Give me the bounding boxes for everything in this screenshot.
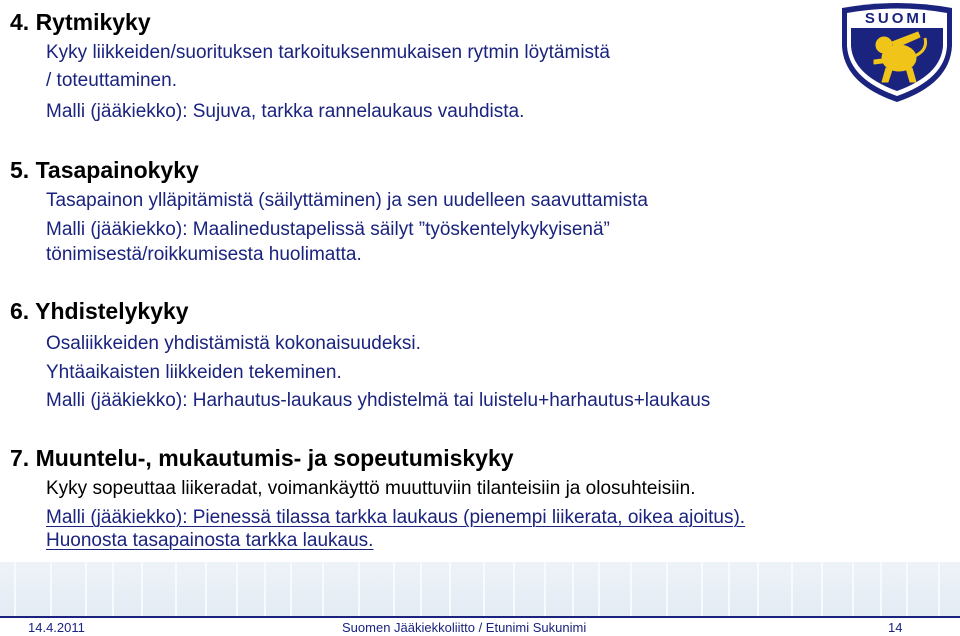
- decorative-stripe: [821, 562, 823, 618]
- section-7-link[interactable]: Malli (jääkiekko): Pienessä tilassa tarkka laukaus (pienempi liikerata, oikea ajoitus).: [46, 507, 746, 528]
- footer-date: 14.4.2011: [28, 620, 85, 635]
- section-4-line: / toteuttaminen.: [46, 70, 177, 91]
- footer-organization: Suomen Jääkiekkoliitto / Etunimi Sukunimi: [342, 620, 587, 635]
- decorative-stripe: [14, 562, 16, 618]
- section-7-heading: 7. Muuntelu-, mukautumis- ja sopeutumiskyky: [10, 445, 514, 471]
- decorative-stripe: [728, 562, 730, 618]
- suomi-lion-logo: [838, 2, 956, 104]
- footer-page-number: 14: [888, 620, 903, 635]
- decorative-stripe: [85, 562, 87, 618]
- section-5-line: Tasapainon ylläpitämistä (säilyttäminen) ja sen uudelleen saavuttamista: [46, 190, 648, 211]
- logo-wordmark: SUOMI: [864, 10, 930, 27]
- decorative-stripe: [236, 562, 238, 618]
- section-6-line: Osaliikkeiden yhdistämistä kokonaisuudeksi.: [46, 333, 421, 354]
- decorative-stripe: [513, 562, 515, 618]
- section-4-line: Kyky liikkeiden/suorituksen tarkoituksenmukaisen rytmin löytämistä: [46, 42, 610, 63]
- decorative-stripe: [449, 562, 451, 618]
- decorative-stripe: [852, 562, 854, 618]
- decorative-stripe: [880, 562, 882, 618]
- decorative-stripe: [290, 562, 292, 618]
- decorative-stripe: [50, 562, 52, 618]
- decorative-band: [0, 562, 960, 618]
- section-4-line: Malli (jääkiekko): Sujuva, tarkka rannelaukaus vauhdista.: [46, 101, 525, 122]
- decorative-stripe: [906, 562, 908, 618]
- section-6-heading: 6. Yhdistelykyky: [10, 298, 189, 324]
- decorative-stripe: [393, 562, 395, 618]
- decorative-stripe: [205, 562, 207, 618]
- decorative-stripe: [938, 562, 940, 618]
- footer-divider: [0, 616, 960, 618]
- decorative-stripe: [757, 562, 759, 618]
- section-6-line: Malli (jääkiekko): Harhautus-laukaus yhdistelmä tai luistelu+harhautus+laukaus: [46, 390, 711, 411]
- decorative-stripe: [544, 562, 546, 618]
- decorative-stripe: [701, 562, 703, 618]
- section-7-line: Kyky sopeuttaa liikeradat, voimankäyttö muuttuviin tilanteisiin ja olosuhteisiin.: [46, 478, 696, 499]
- section-5-line: Malli (jääkiekko): Maalinedustapelissä säilyt ”työskentelykykyisenä”: [46, 219, 610, 240]
- decorative-stripe: [598, 562, 600, 618]
- decorative-stripe: [112, 562, 114, 618]
- section-4-heading: 4. Rytmikyky: [10, 9, 151, 35]
- section-7-link[interactable]: Huonosta tasapainosta tarkka laukaus.: [46, 530, 374, 551]
- decorative-stripe: [630, 562, 632, 618]
- decorative-stripe: [572, 562, 574, 618]
- decorative-stripe: [175, 562, 177, 618]
- decorative-stripe: [141, 562, 143, 618]
- decorative-stripe: [666, 562, 668, 618]
- decorative-stripe: [420, 562, 422, 618]
- decorative-stripe: [322, 562, 324, 618]
- decorative-stripe: [791, 562, 793, 618]
- section-6-line: Yhtäaikaisten liikkeiden tekeminen.: [46, 362, 342, 383]
- section-5-line: tönimisestä/roikkumisesta huolimatta.: [46, 244, 362, 265]
- decorative-stripe: [264, 562, 266, 618]
- decorative-stripe: [483, 562, 485, 618]
- decorative-stripe: [358, 562, 360, 618]
- section-5-heading: 5. Tasapainokyky: [10, 157, 199, 183]
